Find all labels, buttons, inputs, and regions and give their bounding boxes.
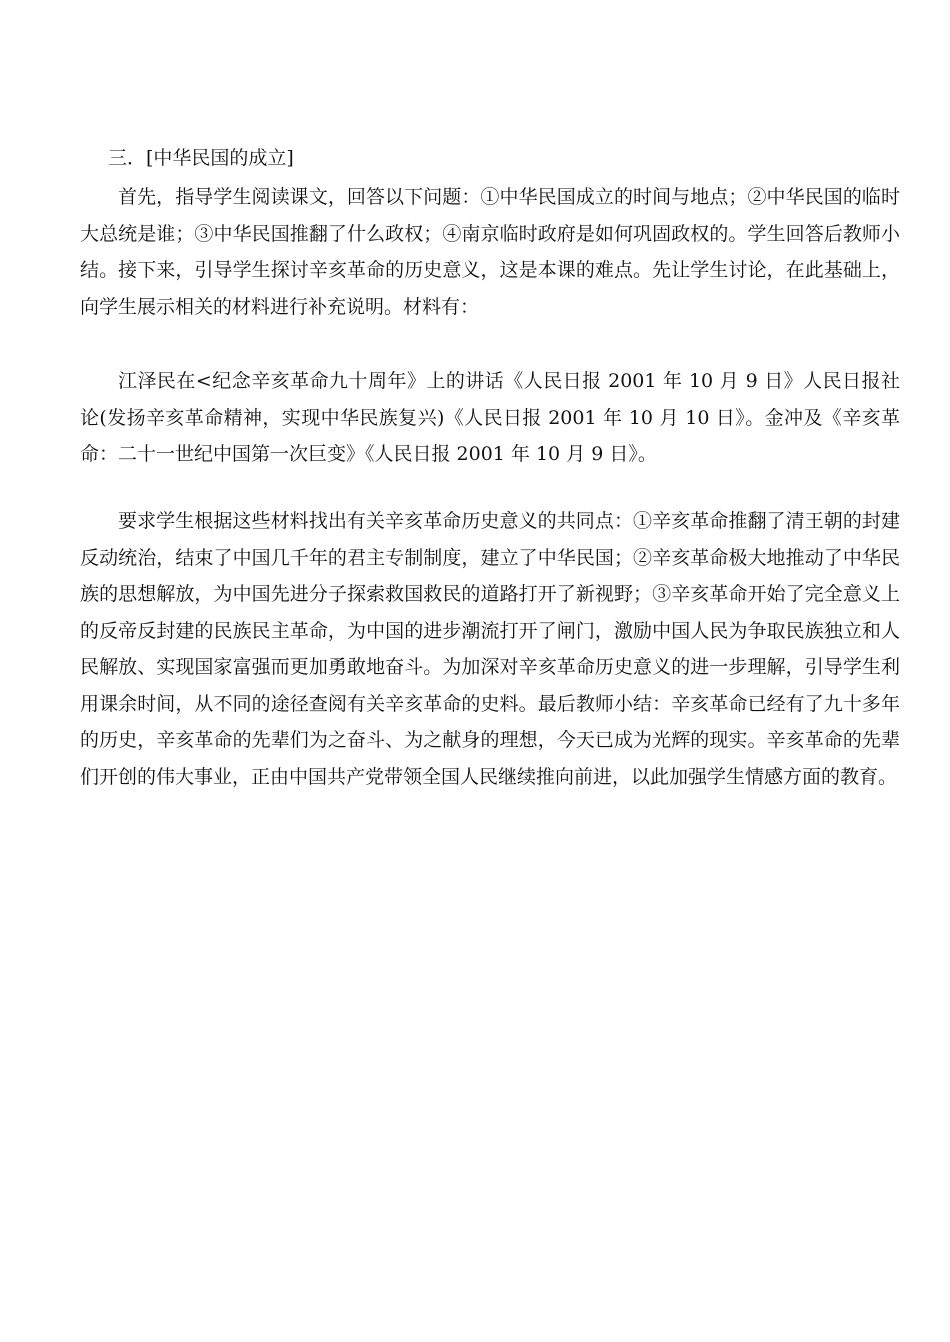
paragraph-significance: 要求学生根据这些材料找出有关辛亥革命历史意义的共同点：①辛亥革命推翻了清王朝的封建反动统治，结束了中国几千年的君主专制制度，建立了中华民国；②辛亥革命极大地推动了中华民族的思想解放，为中国先进分子探索救国救民的道路打开了新视野；③辛亥革命开始了完全意义上的反帝反封建的民族民主革命，为中国的进步潮流打开了闸门，激励中国人民为争取民族独立和人民解放、实现国家富强而更加勇敢地奋斗。为加深对辛亥革命历史意义的进一步理解，引导学生利用课余时间，从不同的途径查阅有关辛亥革命的史料。最后教师小结：辛亥革命已经有了九十多年的历史，辛亥革命的先辈们为之奋斗、为之献身的理想，今天已成为光辉的现实。辛亥革命的先辈们开创的伟大事业，正由中国共产党带领全国人民继续推向前进，以此加强学生情感方面的教育。 <box>80 510 900 788</box>
section-heading: 三．[中华民国的成立] <box>108 147 294 169</box>
paragraph-lesson-steps: 首先，指导学生阅读课文，回答以下问题：①中华民国成立的时间与地点；②中华民国的临时大总统是谁；③中华民国推翻了什么政权；④南京临时政府是如何巩固政权的。学生回答后教师小结。接下来，引导学生探讨辛亥革命的历史意义，这是本课的难点。先让学生讨论，在此基础上，向学生展示相关的材料进行补充说明。材料有： <box>80 186 900 318</box>
paragraph-materials: 江泽民在<纪念辛亥革命九十周年》上的讲话《人民日报 2001 年 10 月 9 日》人民日报社论(发扬辛亥革命精神，实现中华民族复兴)《人民日报 2001 年 10 月 10 日》。金冲及《辛亥革命：二十一世纪中国第一次巨变》《人民日报 2001 年 10 月 9 日》。 <box>80 370 900 465</box>
